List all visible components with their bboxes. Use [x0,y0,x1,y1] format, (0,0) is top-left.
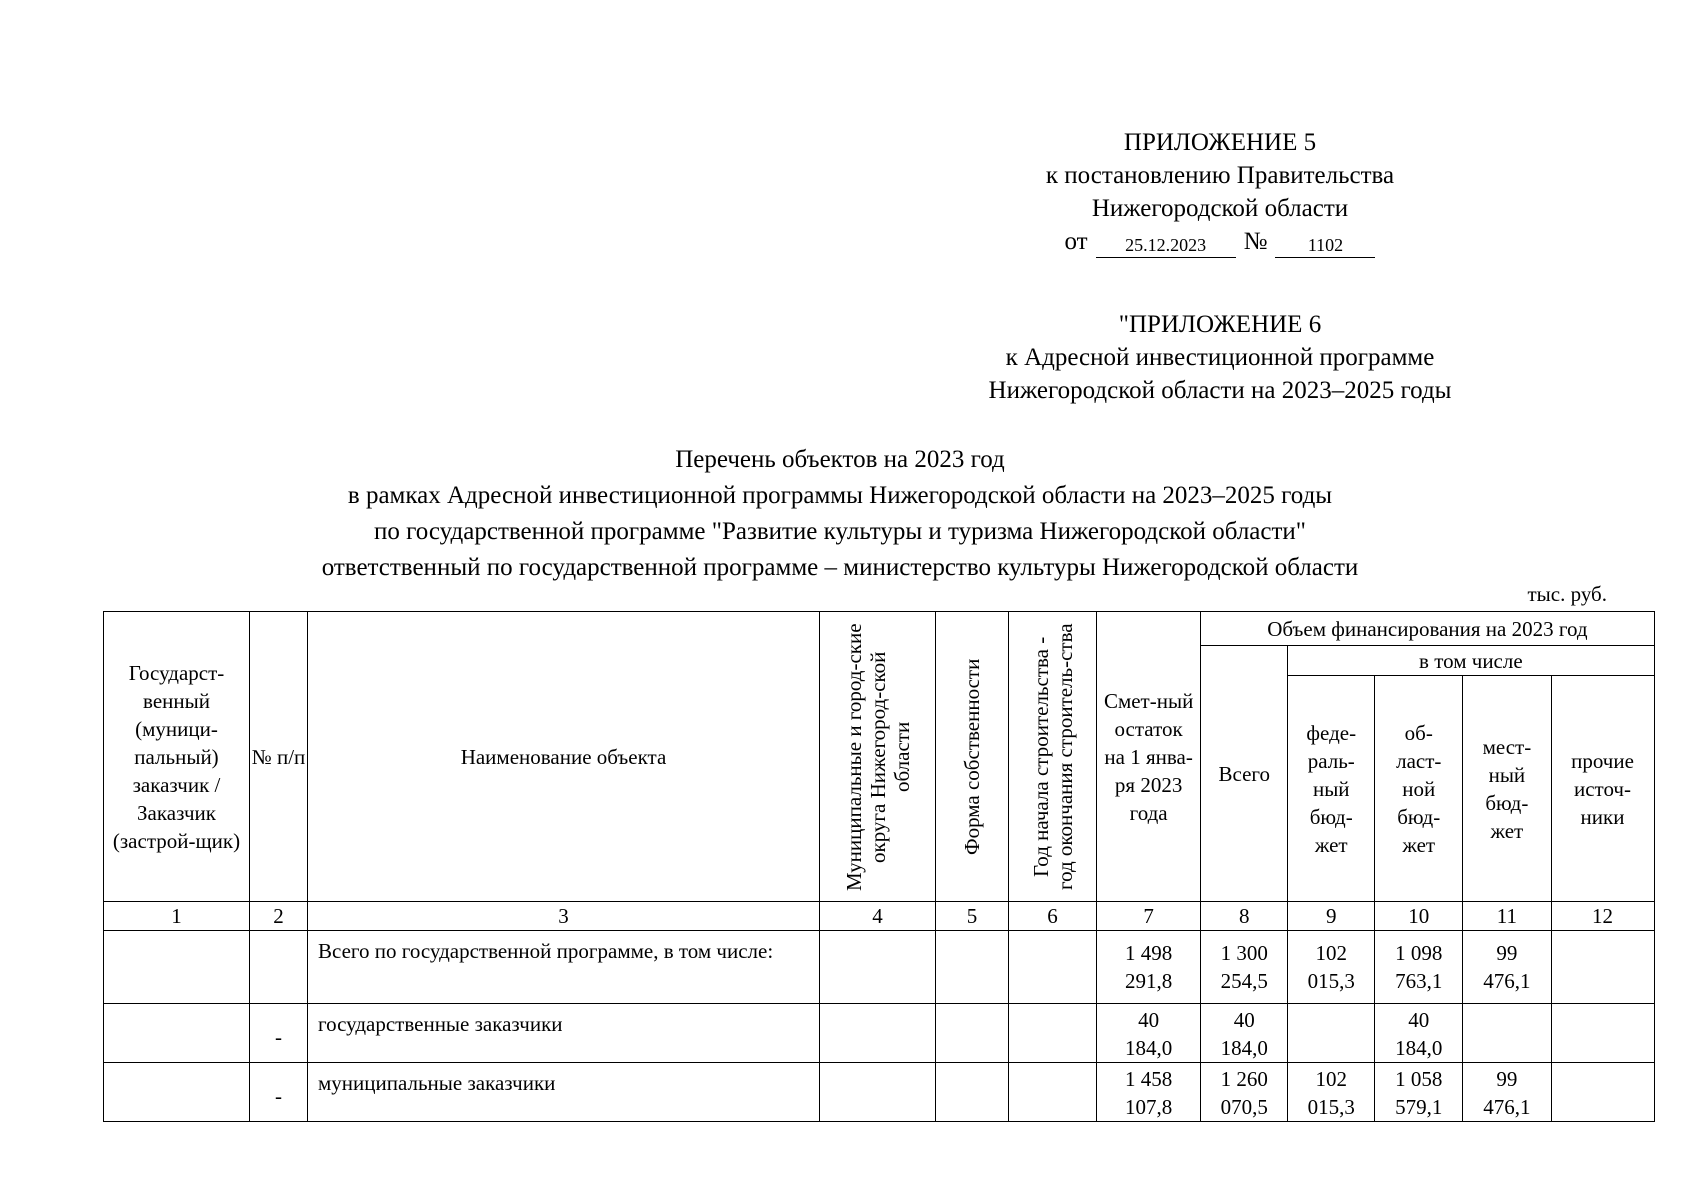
header-years-text: Год начала строительства - год окончания строитель-ства [1028,623,1077,890]
annex-5-line-2: Нижегородской области [1091,195,1349,222]
row-years [1009,1063,1097,1122]
col-number-3: 3 [308,902,820,931]
annex-5-line-1: к постановлению Правительства [1045,162,1395,189]
header-including: в том числе [1288,646,1654,676]
row-local [1463,1004,1551,1063]
row-ownership [936,931,1009,1004]
row-regional: 1 098 763,1 [1375,931,1463,1004]
row-name: Всего по государственной программе, в том числе: [308,931,820,1004]
units-label: тыс. руб. [1527,582,1607,606]
row-total: 1 300 254,5 [1201,931,1288,1004]
header-ownership-text: Форма собственности [960,658,984,855]
col-number-10: 10 [1375,902,1463,931]
row-number [250,931,308,1004]
from-label: от [1064,228,1088,255]
row-number: - [250,1004,308,1063]
col-number-9: 9 [1288,902,1375,931]
row-name: муниципальные заказчики [308,1063,820,1122]
row-other [1551,1004,1654,1063]
row-other [1551,1063,1654,1122]
header-local: мест-ный бюд-жет [1463,676,1551,902]
header-regional: об-ласт-ной бюд-жет [1375,676,1463,902]
header-districts [820,612,936,902]
row-customer [104,1004,250,1063]
annex-6-title: "ПРИЛОЖЕНИЕ 6 [1118,311,1322,338]
title-line-4: ответственный по государственной программе – министерство культуры Нижегородской области [321,554,1359,581]
col-number-6: 6 [1009,902,1097,931]
row-customer [104,1063,250,1122]
row-ownership [936,1004,1009,1063]
header-ownership [936,612,1009,902]
header-other: прочие источ-ники [1551,676,1654,902]
column-numbers-row [104,902,1655,931]
header-customer: Государст-венный (муници-пальный) заказчик / Заказчик (застрой-щик) [104,612,250,902]
col-number-1: 1 [104,902,250,931]
row-districts [820,931,936,1004]
title-line-2: в рамках Адресной инвестиционной программы Нижегородской области на 2023–2025 годы [347,482,1333,509]
row-local: 99 476,1 [1463,1063,1551,1122]
row-total: 1 260 070,5 [1201,1063,1288,1122]
col-number-8: 8 [1201,902,1288,931]
row-districts [820,1004,936,1063]
header-name: Наименование объекта [308,612,820,902]
document-title [240,442,1440,586]
annex-6-line-2: Нижегородской области на 2023–2025 годы [988,377,1452,404]
col-number-11: 11 [1463,902,1551,931]
decree-number: 1102 [1275,234,1375,258]
table-row [104,1004,1655,1063]
row-ownership [936,1063,1009,1122]
header-federal: феде-раль-ный бюд-жет [1288,676,1375,902]
table-row [104,1063,1655,1122]
annex-6-header [900,308,1540,407]
annex-5-header [900,126,1540,258]
row-estimate: 1 498 291,8 [1097,931,1201,1004]
col-number-4: 4 [820,902,936,931]
header-total: Всего [1201,646,1288,902]
col-number-5: 5 [936,902,1009,931]
row-years [1009,931,1097,1004]
col-number-12: 12 [1551,902,1654,931]
annex-6-line-1: к Адресной инвестиционной программе [1005,344,1435,371]
objects-table [103,611,1655,1122]
title-line-3: по государственной программе "Развитие культуры и туризма Нижегородской области" [373,518,1307,545]
row-total: 40 184,0 [1201,1004,1288,1063]
row-federal: 102 015,3 [1288,931,1375,1004]
header-years [1009,612,1097,902]
row-regional: 1 058 579,1 [1375,1063,1463,1122]
row-other [1551,931,1654,1004]
row-estimate: 1 458 107,8 [1097,1063,1201,1122]
table-row [104,931,1655,1004]
row-years [1009,1004,1097,1063]
header-estimate: Смет-ный остаток на 1 янва-ря 2023 года [1097,612,1201,902]
row-name: государственные заказчики [308,1004,820,1063]
row-customer [104,931,250,1004]
row-federal: 102 015,3 [1288,1063,1375,1122]
row-districts [820,1063,936,1122]
annex-5-title: ПРИЛОЖЕНИЕ 5 [1123,129,1317,156]
col-number-7: 7 [1097,902,1201,931]
col-number-2: 2 [250,902,308,931]
header-districts-text: Муниципальные и город-ские округа Нижегород-ской области [841,622,914,891]
title-line-1: Перечень объектов на 2023 год [675,446,1005,473]
row-federal [1288,1004,1375,1063]
row-number: - [250,1063,308,1122]
row-estimate: 40 184,0 [1097,1004,1201,1063]
header-funding: Объем финансирования на 2023 год [1201,612,1654,646]
number-label: № [1243,228,1268,255]
decree-date: 25.12.2023 [1096,234,1236,258]
decree-reference [900,225,1540,258]
row-regional: 40 184,0 [1375,1004,1463,1063]
header-number: № п/п [250,612,308,902]
row-local: 99 476,1 [1463,931,1551,1004]
